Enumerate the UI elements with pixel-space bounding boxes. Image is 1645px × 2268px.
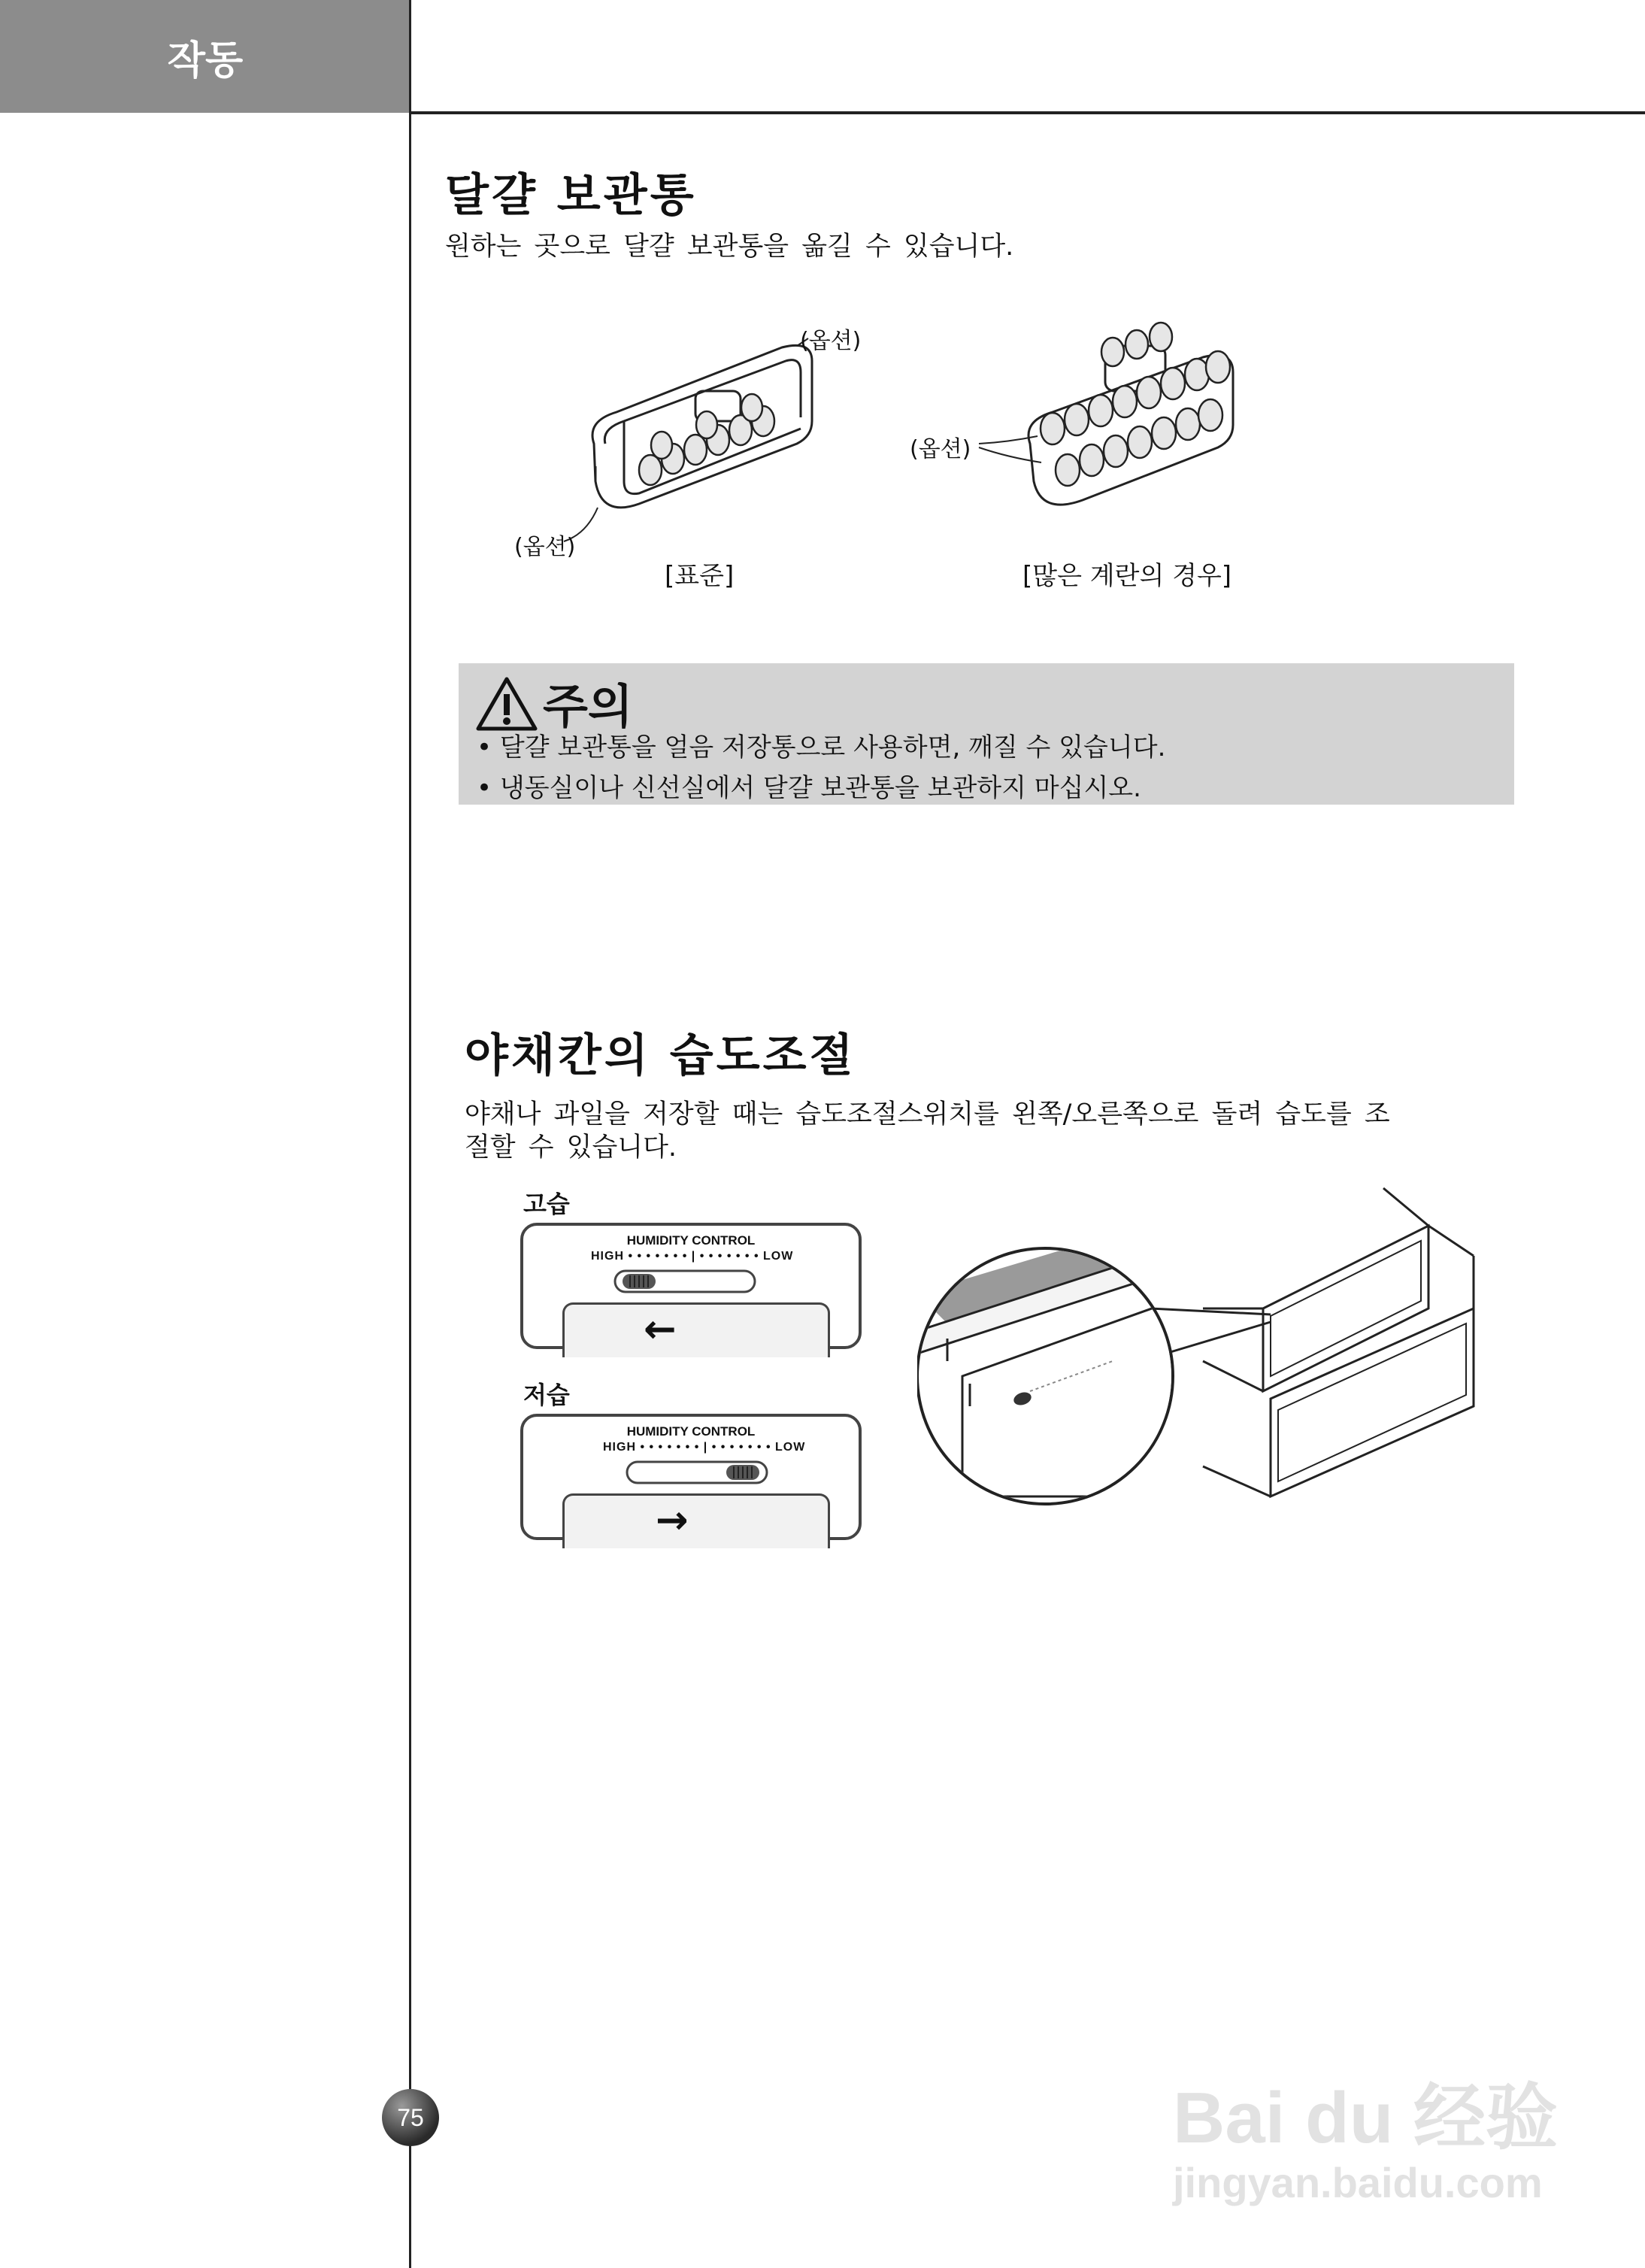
caution-title: 주의 [543,679,633,734]
watermark-url: jingyan.baidu.com [1173,2159,1543,2206]
watermark-brand: Bai du 经验 [1173,2078,1559,2158]
humidity-description-line2: 절할 수 있습니다. [465,1132,677,1163]
egg-box-description: 원하는 곳으로 달걀 보관통을 옮길 수 있습니다. [445,232,1014,262]
crisper-drawer-illustration [917,1181,1489,1542]
low-humidity-label: 저습 [523,1381,570,1409]
warning-icon [475,675,538,732]
panel-title: HUMIDITY CONTROL [626,1233,756,1248]
header-rule [410,111,1645,114]
humidity-heading: 야채칸의 습도조절 [465,1029,856,1082]
low-humidity-panel [520,1414,862,1543]
caution-item: • 냉동실이나 신선실에서 달걀 보관통을 보관하지 마십시오. [477,773,1141,803]
humidity-slider-high [613,1266,764,1296]
option-label-right: (옵션) [910,436,971,462]
caution-item: • 달걀 보관통을 얼음 저장통으로 사용하면, 깨질 수 있습니다. [477,732,1166,763]
arrow-left-icon: ← [644,1307,677,1352]
option-label-bottom: (옵션) [514,534,576,560]
page-number: 75 [397,2103,424,2131]
panel-scale: HIGH • • • • • • • | • • • • • • • LOW [603,1441,806,1454]
high-humidity-panel [520,1223,862,1352]
option-label-top: (옵션) [800,328,862,354]
humidity-description-line1: 야채나 과일을 저장할 때는 습도조절스위치를 왼쪽/오른쪽으로 돌려 습도를 조 [465,1099,1390,1129]
arrow-right-icon: → [656,1498,689,1543]
section-tab [0,0,410,113]
caption-standard: [표준] [665,561,735,591]
crisper-drawer-front [562,1302,830,1357]
crisper-drawer-front [562,1493,830,1548]
many-eggs [1041,323,1230,486]
panel-scale: HIGH • • • • • • • | • • • • • • • LOW [591,1250,794,1263]
page-number-badge [382,2089,439,2146]
section-title: 작동 [167,38,244,83]
high-humidity-label: 고습 [523,1190,570,1218]
panel-title: HUMIDITY CONTROL [626,1424,756,1439]
margin-rule [409,0,411,2268]
caption-many-eggs: [많은 계란의 경우] [1022,561,1232,591]
humidity-slider-low [626,1457,776,1487]
egg-box-heading: 달걀 보관통 [445,169,697,222]
